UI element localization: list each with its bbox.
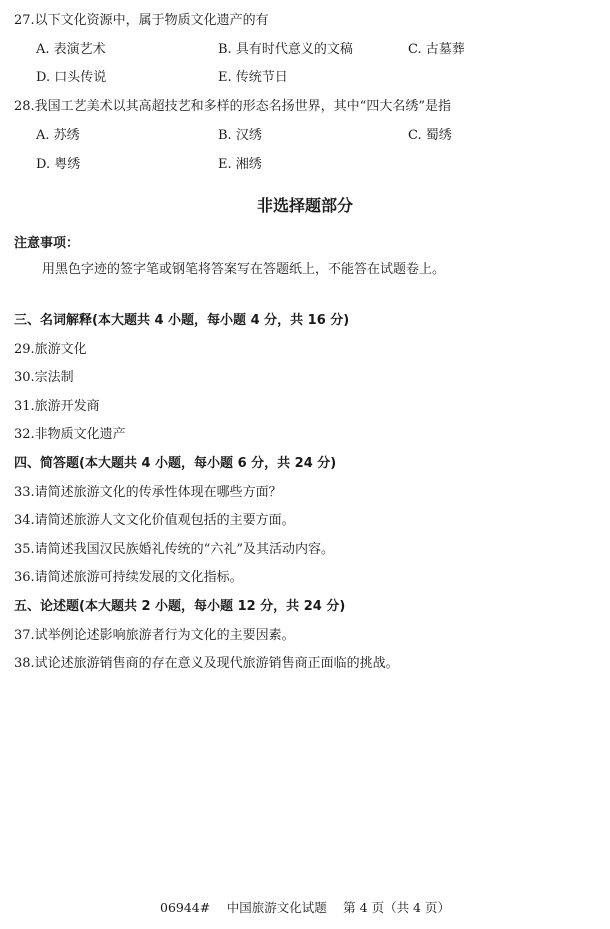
part3-item-30: 30.宗法制	[14, 370, 74, 385]
part4-item-34: 34.请简述旅游人文文化价值观包括的主要方面。	[14, 513, 295, 528]
part3-heading: 三、名词解释(本大题共 4 小题，每小题 4 分，共 16 分)	[14, 313, 350, 328]
q27-option-a: A. 表演艺术	[36, 42, 106, 57]
q27-option-b: B. 具有时代意义的文稿	[218, 42, 353, 57]
part3-item-29: 29.旅游文化	[14, 342, 87, 357]
part5-heading: 五、论述题(本大题共 2 小题，每小题 12 分，共 24 分)	[14, 599, 346, 614]
part4-item-36: 36.请简述旅游可持续发展的文化指标。	[14, 570, 243, 585]
part4-item-33: 33.请简述旅游文化的传承性体现在哪些方面？	[14, 485, 282, 500]
part5-item-38: 38.试论述旅游销售商的存在意义及现代旅游销售商正面临的挑战。	[14, 656, 399, 671]
part3-item-31: 31.旅游开发商	[14, 399, 100, 414]
q27-option-e: E. 传统节日	[218, 70, 288, 85]
q28-stem: 28.我国工艺美术以其高超技艺和多样的形态名扬世界，其中“四大名绣”是指	[14, 99, 451, 114]
q27-option-c: C. 古墓葬	[408, 42, 465, 57]
notice-body: 用黑色字迹的签字笔或钢笔将答案写在答题纸上，不能答在试题卷上。	[42, 262, 446, 277]
q27-option-d: D. 口头传说	[36, 70, 107, 85]
q28-option-a: A. 苏绣	[36, 128, 80, 143]
section-title: 非选择题部分	[256, 196, 353, 215]
q28-option-e: E. 湘绣	[218, 157, 262, 172]
q28-option-c: C. 蜀绣	[408, 128, 452, 143]
part4-heading: 四、简答题(本大题共 4 小题，每小题 6 分，共 24 分)	[14, 456, 337, 471]
part4-item-35: 35.请简述我国汉民族婚礼传统的“六礼”及其活动内容。	[14, 542, 334, 557]
notice-heading: 注意事项：	[14, 236, 80, 251]
part3-item-32: 32.非物质文化遗产	[14, 427, 126, 442]
page-footer: 06944# 中国旅游文化试题 第 4 页（共 4 页）	[160, 900, 450, 915]
q28-option-d: D. 粤绣	[36, 157, 81, 172]
q27-stem: 27.以下文化资源中，属于物质文化遗产的有	[14, 13, 269, 28]
q28-option-b: B. 汉绣	[218, 128, 262, 143]
part5-item-37: 37.试举例论述影响旅游者行为文化的主要因素。	[14, 628, 295, 643]
